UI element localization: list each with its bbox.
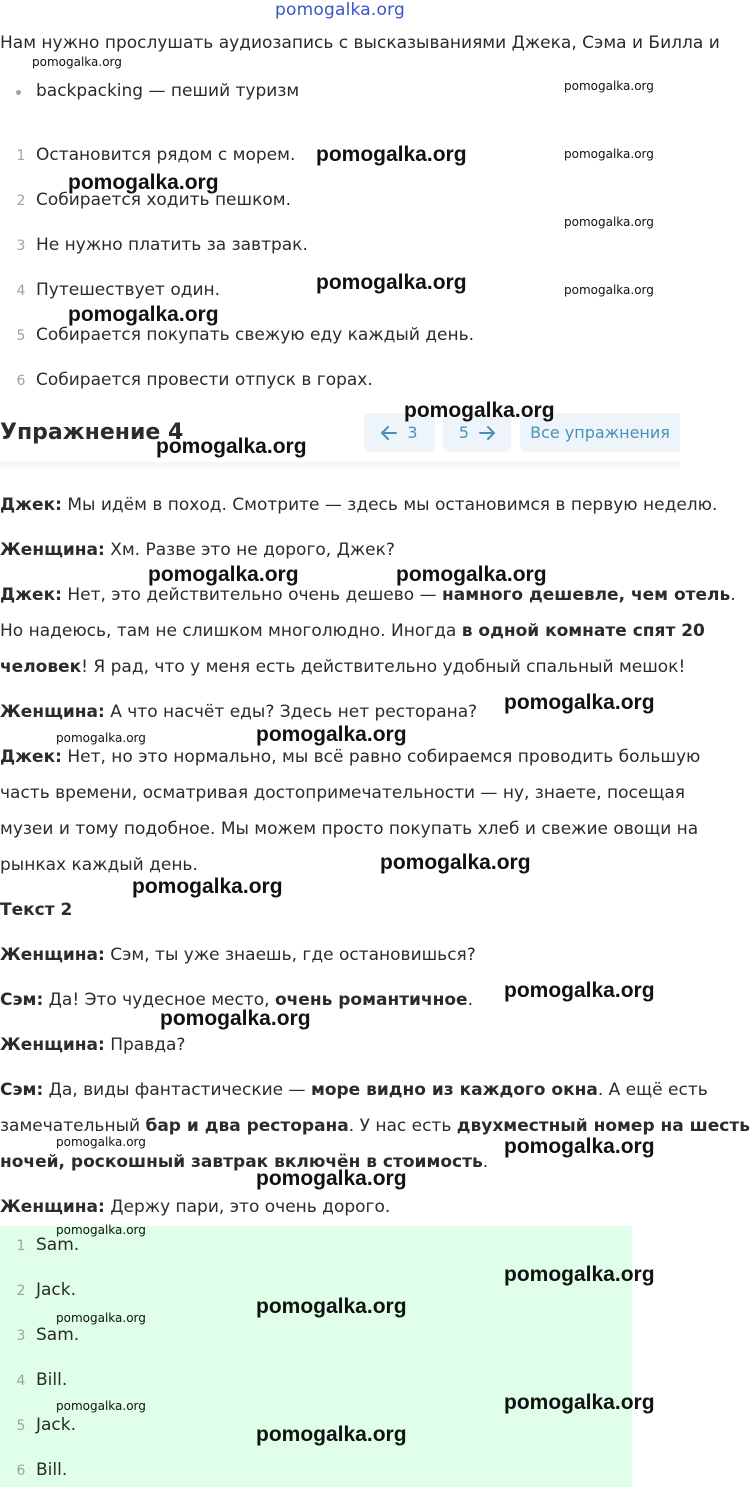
watermark: pomogalka.org [316,271,467,294]
watermark: pomogalka.org [56,1223,146,1237]
line-text: ! Я рад, что у меня есть действительно удобный спальный мешок! [81,657,686,677]
dialogue-line [0,1080,708,1100]
watermark: pomogalka.org [256,1295,407,1318]
highlight-text: в одной комнате спят 20 [461,621,705,641]
watermark: pomogalka.org [256,723,407,746]
answer-number: 6 [16,1463,26,1479]
statement-number: 2 [16,193,26,209]
statement-number: 1 [16,148,26,164]
watermark: pomogalka.org [380,851,531,874]
dialogue-line: рынках каждый день. [0,855,198,875]
watermark: pomogalka.org [504,1263,655,1286]
dialogue-line [0,1152,488,1172]
answer-number: 2 [16,1283,26,1299]
statement-number: 6 [16,373,26,389]
dialogue-line [0,1116,750,1136]
line-text: Да! Это чудесное место, [43,990,275,1010]
statement-text: Собирается ходить пешком. [36,190,291,210]
answer-number: 4 [16,1373,26,1389]
speaker-name: Джек: [0,495,62,515]
answer-number: 1 [16,1238,26,1254]
line-text: . [467,990,473,1010]
line-text: Мы идём в поход. Смотрите — здесь мы остановимся в первую неделю. [61,495,718,515]
line-text: Но надеюсь, там не слишком многолюдно. Иногда [0,621,462,641]
dialogue-line [0,1197,390,1217]
watermark: pomogalka.org [156,435,307,458]
dialogue-line [0,945,476,965]
arrow-left-icon [381,426,397,440]
highlight-text: двухместный номер на шесть [456,1116,750,1136]
line-text: Хм. Разве это не дорого, Джек? [104,540,395,560]
watermark: pomogalka.org [132,875,283,898]
answer-text: Sam. [36,1325,80,1345]
answer-text: Jack. [36,1280,77,1300]
highlight-text: человек [0,657,82,677]
speaker-name: Сэм: [0,1080,44,1100]
line-text: . [482,1152,489,1172]
statement-number: 3 [16,238,26,254]
answer-number: 3 [16,1328,26,1344]
exercise-title: Упражнение 4 [0,420,184,445]
line-text: . У нас есть [348,1116,457,1136]
text2-heading: Текст 2 [0,900,73,920]
watermark: pomogalka.org [56,1311,146,1325]
line-text: . А ещё есть [597,1080,708,1100]
header-divider [0,462,680,470]
watermark: pomogalka.org [564,283,654,297]
statement-text: Собирается провести отпуск в горах. [36,370,373,390]
highlight-text: ночей, роскошный завтрак включён в стоимость [0,1152,483,1172]
answer-number: 5 [16,1418,26,1434]
answer-text: Jack. [36,1415,77,1435]
dialogue-line [0,1035,185,1055]
line-text: А что насчёт еды? Здесь нет ресторана? [104,702,478,722]
statement-number: 4 [16,283,26,299]
watermark: pomogalka.org [160,1007,311,1030]
arrow-right-icon [479,426,495,440]
answer-text: Bill. [36,1460,68,1480]
answer-text: Bill. [36,1370,68,1390]
statement-text: Путешествует один. [36,280,221,300]
speaker-name: Джек: [0,585,62,605]
dialogue-line: часть времени, осматривая достопримечательности — ну, знаете, посещая [0,783,685,803]
prev-exercise-label: 3 [407,423,418,442]
line-text: Правда? [104,1035,186,1055]
watermark: pomogalka.org [56,1399,146,1413]
watermark: pomogalka.org [504,691,655,714]
watermark: pomogalka.org [504,1391,655,1414]
line-text: Нет, это действительно очень дешево — [61,585,442,605]
watermark: pomogalka.org [32,55,122,69]
dialogue-line [0,540,395,560]
watermark: pomogalka.org [396,563,547,586]
line-text: Сэм, ты уже знаешь, где остановишься? [104,945,476,965]
watermark: pomogalka.org [504,1135,655,1158]
line-text: Нет, но это нормально, мы всё равно собираемся проводить большую [61,747,701,767]
watermark: pomogalka.org [564,215,654,229]
watermark: pomogalka.org [404,399,555,422]
intro-text: Нам нужно прослушать аудиозапись с высказываниями Джека, Сэма и Билла и [0,33,720,53]
highlight-text: море видно из каждого окна [310,1080,598,1100]
watermark: pomogalka.org [504,979,655,1002]
all-exercises-label: Все упражнения [530,423,670,442]
line-text: Да, виды фантастические — [43,1080,311,1100]
watermark: pomogalka.org [56,1135,146,1149]
statement-text: Не нужно платить за завтрак. [36,235,308,255]
watermark: pomogalka.org [148,563,299,586]
line-text: замечательный [0,1116,146,1136]
highlight-text: бар и два ресторана [145,1116,349,1136]
watermark: pomogalka.org [68,171,219,194]
answer-text: Sam. [36,1235,80,1255]
dialogue-line [0,495,717,515]
line-text: Держу пари, это очень дорого. [104,1197,391,1217]
highlight-text: намного дешевле, чем отель [441,585,731,605]
watermark: pomogalka.org [316,143,467,166]
statement-text: Остановится рядом с морем. [36,145,296,165]
speaker-name: Женщина: [0,1035,105,1055]
next-exercise-label: 5 [458,423,470,442]
watermark-top: pomogalka.org [275,0,405,20]
dialogue-line [0,747,700,767]
dialogue-line [0,621,705,641]
speaker-name: Сэм: [0,990,44,1010]
speaker-name: Женщина: [0,1197,105,1217]
bullet-dot-icon [16,90,21,95]
speaker-name: Женщина: [0,702,105,722]
watermark: pomogalka.org [256,1423,407,1446]
vocab-term: backpacking — пеший туризм [36,81,300,101]
speaker-name: Джек: [0,747,62,767]
watermark: pomogalka.org [564,79,654,93]
watermark: pomogalka.org [56,731,146,745]
statement-number: 5 [16,328,26,344]
speaker-name: Женщина: [0,540,105,560]
watermark: pomogalka.org [564,147,654,161]
dialogue-line: музеи и тому подобное. Мы можем просто покупать хлеб и свежие овощи на [0,819,699,839]
watermark: pomogalka.org [68,303,219,326]
statement-text: Собирается покупать свежую еду каждый день. [36,325,475,345]
dialogue-line [0,702,477,722]
watermark: pomogalka.org [256,1167,407,1190]
highlight-text: очень романтичное [274,990,468,1010]
dialogue-line [0,657,685,677]
dialogue-line [0,585,736,605]
line-text: . [730,585,736,605]
speaker-name: Женщина: [0,945,105,965]
